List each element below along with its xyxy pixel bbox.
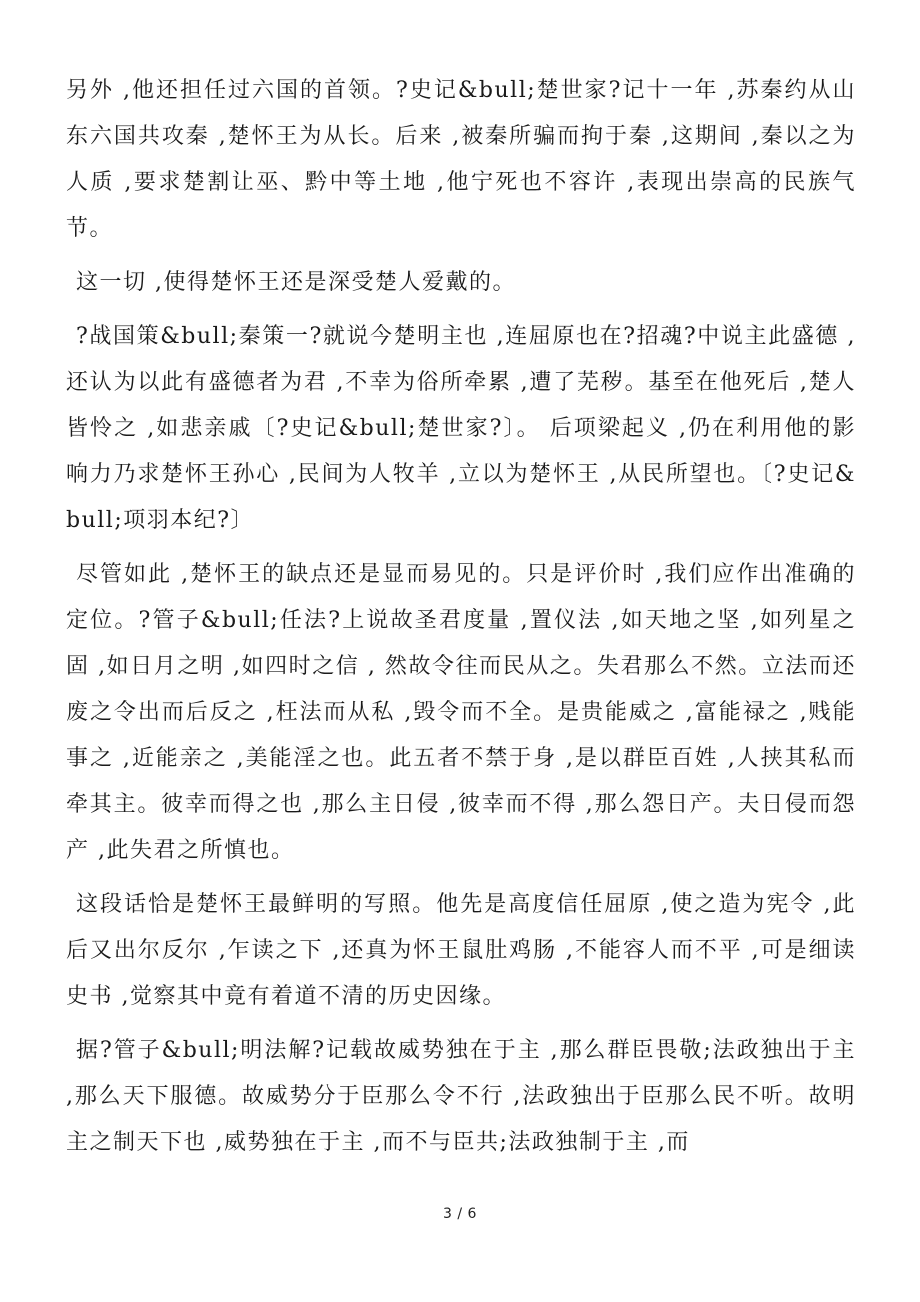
paragraph-4: 尽管如此 ,楚怀王的缺点还是显而易见的。只是评价时 ,我们应作出准确的定位。?管子&bull;任法?上说故圣君度量 ,置仪法 ,如天地之坚 ,如列星之固 ,如日月之明 ,如四时之信 , 然故令往而民从之。失君那么不然。立法而还废之令出而后反之 ,枉法而从私 ,毁令而不全。是贵能威之 ,富能禄之 ,贱能事之 ,近能亲之 ,美能淫之也。此五者不禁于身 ,是以群臣百姓 ,人挟其私而牵其主。彼幸而得之也 ,那么主日侵 ,彼幸而不得 ,那么怨日产。夫日侵而怨产 ,此失君之所慎也。 <box>66 562 856 863</box>
body-text <box>66 68 856 1174</box>
page-number: 3 / 6 <box>443 1206 477 1222</box>
paragraph-1: 另外 ,他还担任过六国的首领。?史记&bull;楚世家?记十一年 ,苏秦约从山东六国共攻秦 ,楚怀王为从长。后来 ,被秦所骗而拘于秦 ,这期间 ,秦以之为人质 ,要求楚割让巫、黔中等土地 ,他宁死也不容许 ,表现出崇高的民族气节。 <box>66 78 856 241</box>
paragraph-2: 这一切 ,使得楚怀王还是深受楚人爱戴的。 <box>76 270 516 295</box>
paragraph-5: 这段话恰是楚怀王最鲜明的写照。他先是高度信任屈原 ,使之造为宪令 ,此后又出尔反尔 ,乍读之下 ,还真为怀王鼠肚鸡肠 ,不能容人而不平 ,可是细读史书 ,觉察其中竟有着道不清的历史因缘。 <box>66 892 856 1009</box>
paragraph-6: 据?管子&bull;明法解?记载故威势独在于主 ,那么群臣畏敬;法政独出于主 ,那么天下服德。故威势分于臣那么令不行 ,法政独出于臣那么民不听。故明主之制天下也 ,威势独在于主 ,而不与臣共;法政独制于主 ,而 <box>66 1038 856 1155</box>
paragraph-3: ?战国策&bull;秦策一?就说今楚明主也 ,连屈原也在?招魂?中说主此盛德 ,还认为以此有盛德者为君 ,不幸为俗所牵累 ,遭了芜秽。基至在他死后 ,楚人皆怜之 ,如悲亲戚〔?史记&bull;楚世家?〕。 后项梁起义 ,仍在利用他的影响力乃求楚怀王孙心 ,民间为人牧羊 ,立以为楚怀王 ,从民所望也。〔?史记&bull;项羽本纪?〕 <box>66 324 856 533</box>
